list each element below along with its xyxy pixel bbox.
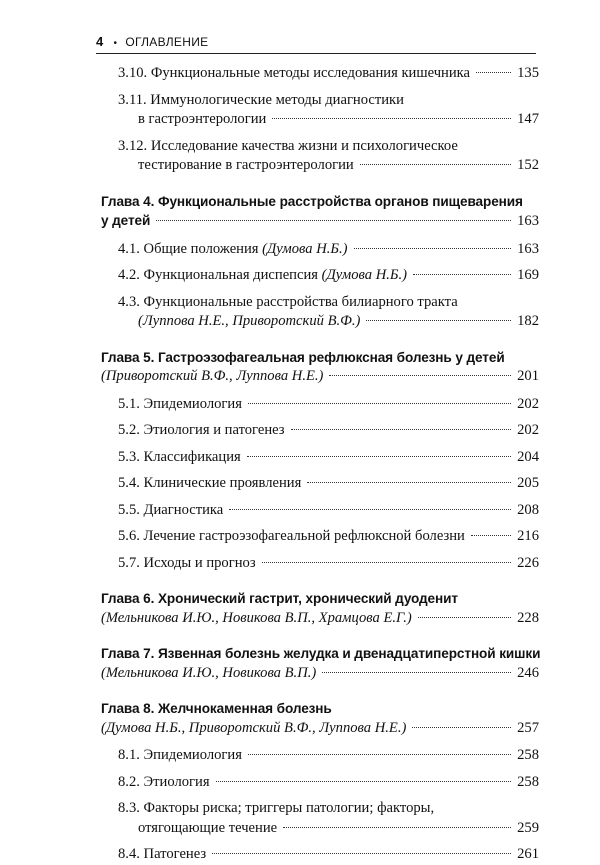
toc-entry-8-3[interactable]: 8.3. Факторы риска; триггеры патологии; факторы, отягощающие течение 259	[101, 799, 539, 838]
toc-page: 201	[517, 368, 539, 384]
toc-entry-5-4[interactable]: 5.4. Клинические проявления 205	[101, 474, 539, 494]
toc-page: 135	[517, 65, 539, 81]
toc-page: 261	[517, 846, 539, 862]
toc-entry-4-3[interactable]: 4.3. Функциональные расстройства билиарного тракта (Луппова Н.Е., Приворотский В.Ф.) 182	[101, 293, 539, 332]
toc-entry-4-1[interactable]: 4.1. Общие положения (Думова Н.Б.) 163	[101, 240, 539, 260]
toc-entry-5-2[interactable]: 5.2. Этиология и патогенез 202	[101, 421, 539, 441]
toc-entry-3-11[interactable]: 3.11. Иммунологические методы диагностики в гастроэнтерологии 147	[101, 91, 539, 130]
toc-entry-5-7[interactable]: 5.7. Исходы и прогноз 226	[101, 554, 539, 574]
dot-leader	[212, 853, 511, 854]
header-bullet: •	[113, 38, 118, 49]
dot-leader	[248, 403, 511, 404]
toc-page: 202	[517, 422, 539, 438]
dot-leader	[216, 781, 512, 782]
dot-leader	[248, 754, 511, 755]
toc-entry-8-2[interactable]: 8.2. Этиология 258	[101, 773, 539, 793]
toc-authors: (Мельникова И.Ю., Новикова В.П.)	[101, 664, 317, 681]
toc-entry-5-1[interactable]: 5.1. Эпидемиология 202	[101, 395, 539, 415]
dot-leader	[413, 274, 511, 275]
dot-leader	[366, 320, 511, 321]
toc-entry-3-10[interactable]: 3.10. Функциональные методы исследования кишечника 135	[101, 64, 539, 84]
running-header	[96, 34, 536, 54]
toc-chapter-6[interactable]: Глава 6. Хронический гастрит, хронический дуоденит (Мельникова И.Ю., Новикова В.П., Храмцова Е.Г.) 228	[101, 589, 539, 628]
toc-page: 202	[517, 395, 539, 412]
toc-page: 246	[517, 664, 539, 681]
toc-entry-8-4[interactable]: 8.4. Патогенез 261	[101, 845, 539, 865]
toc-page: 228	[517, 609, 539, 626]
toc-entry-3-12[interactable]: 3.12. Исследование качества жизни и психологическое тестирование в гастроэнтерологии 152	[101, 137, 539, 176]
toc-entry-5-3[interactable]: 5.3. Классификация 204	[101, 448, 539, 468]
toc-page: 258	[517, 747, 539, 763]
toc-page: 205	[517, 475, 539, 491]
toc-page: 147	[517, 111, 539, 127]
toc-page: 259	[517, 819, 539, 836]
dot-leader	[307, 482, 511, 483]
header-rule	[96, 53, 536, 54]
dot-leader	[247, 456, 511, 457]
toc-page: 226	[517, 554, 539, 571]
dot-leader	[272, 118, 511, 119]
toc-page: 204	[517, 448, 539, 465]
dot-leader	[412, 727, 511, 728]
toc-authors: (Мельникова И.Ю., Новикова В.П., Храмцова Е.Г.)	[101, 609, 412, 626]
dot-leader	[476, 72, 511, 73]
dot-leader	[262, 562, 512, 563]
toc-entry-4-2[interactable]: 4.2. Функциональная диспепсия (Думова Н.Б.) 169	[101, 266, 539, 286]
toc-page: 182	[517, 313, 539, 329]
dot-leader	[322, 672, 511, 673]
toc-authors: (Думова Н.Б., Приворотский В.Ф., Луппова Н.Е.)	[101, 719, 407, 736]
toc-page: 152	[517, 157, 539, 173]
toc-chapter-8[interactable]: Глава 8. Желчнокаменная болезнь (Думова Н.Б., Приворотский В.Ф., Луппова Н.Е.) 257	[101, 699, 539, 738]
table-of-contents	[101, 64, 539, 865]
dot-leader	[471, 535, 511, 536]
dot-leader	[156, 220, 511, 221]
toc-page: 257	[517, 719, 539, 736]
toc-author: (Думова Н.Б.)	[321, 267, 408, 283]
toc-page: 163	[517, 240, 539, 257]
toc-chapter-5[interactable]: Глава 5. Гастроэзофагеальная рефлюксная болезнь у детей (Приворотский В.Ф., Луппова Н.Е.) 201	[101, 348, 539, 387]
dot-leader	[283, 827, 511, 828]
dot-leader	[291, 429, 512, 430]
dot-leader	[229, 509, 511, 510]
toc-page: 208	[517, 501, 539, 518]
page-number: 4	[96, 34, 104, 49]
toc-entry-8-1[interactable]: 8.1. Эпидемиология 258	[101, 746, 539, 766]
toc-author: (Луппова Н.Е., Приворотский В.Ф.)	[138, 313, 361, 329]
toc-page: 169	[517, 267, 539, 283]
dot-leader	[418, 617, 511, 618]
section-title: ОГЛАВЛЕНИЕ	[125, 35, 209, 49]
toc-author: (Думова Н.Б.)	[262, 240, 348, 257]
toc-chapter-7[interactable]: Глава 7. Язвенная болезнь желудка и двенадцатиперстной кишки (Мельникова И.Ю., Новикова В.П.) 246	[101, 644, 539, 683]
toc-page: 163	[517, 213, 539, 229]
dot-leader	[360, 164, 511, 165]
toc-authors: (Приворотский В.Ф., Луппова Н.Е.)	[101, 368, 324, 384]
dot-leader	[354, 248, 512, 249]
toc-page: 258	[517, 773, 539, 790]
toc-entry-5-5[interactable]: 5.5. Диагностика 208	[101, 501, 539, 521]
toc-entry-5-6[interactable]: 5.6. Лечение гастроэзофагеальной рефлюксной болезни 216	[101, 527, 539, 547]
toc-page: 216	[517, 528, 539, 544]
dot-leader	[329, 375, 511, 376]
toc-chapter-4[interactable]: Глава 4. Функциональные расстройства органов пищеварения у детей 163	[101, 192, 539, 232]
